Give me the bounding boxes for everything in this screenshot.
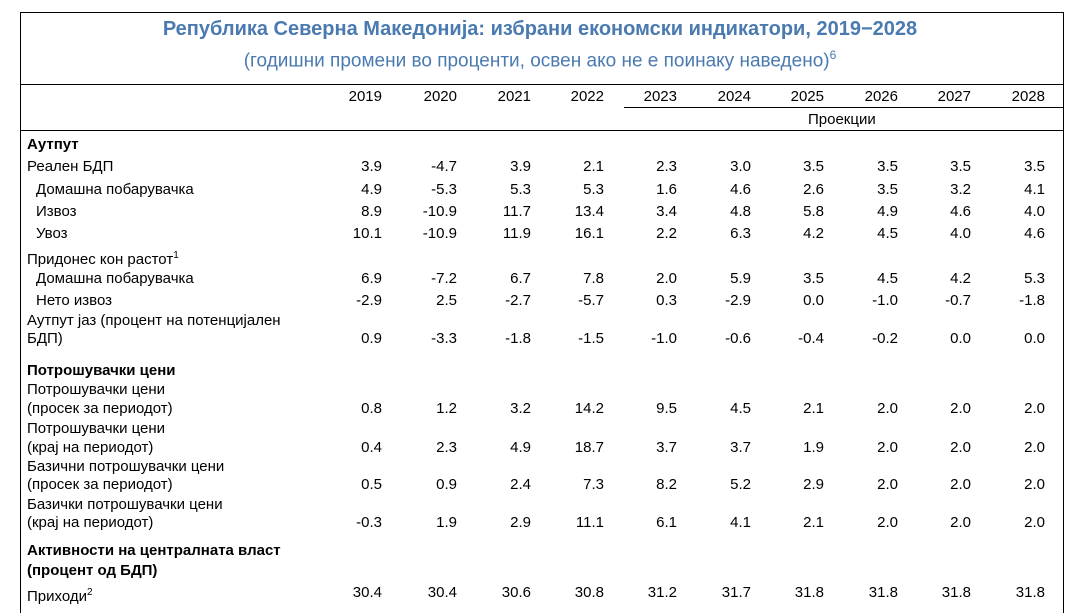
- row-label-text: Нето извоз: [36, 292, 112, 309]
- table-cell: 2.9: [510, 514, 531, 531]
- section-prices: Потрошувачки цени: [27, 362, 176, 379]
- table-cell: -3.3: [431, 330, 457, 347]
- table-cell: 2.1: [583, 158, 604, 175]
- row-label-text: Реален БДП: [27, 158, 114, 175]
- year-header-2026: 2026: [864, 88, 898, 105]
- row-label-text: Приходи: [27, 588, 87, 605]
- year-header-2025: 2025: [790, 88, 824, 105]
- table-cell: 1.9: [803, 439, 824, 456]
- table-cell: 0.0: [1024, 330, 1045, 347]
- row-label: [27, 381, 165, 399]
- table-cell: 11.1: [575, 514, 604, 531]
- table-cell: 3.4: [656, 203, 677, 220]
- table-cell: 4.5: [877, 270, 898, 287]
- row-label-line2: (крај на периодот): [27, 439, 154, 456]
- table-cell: -10.9: [422, 203, 457, 220]
- table-cell: -1.5: [578, 330, 604, 347]
- table-cell: -1.0: [872, 292, 898, 309]
- row-label: [36, 225, 68, 243]
- table-cell: -2.7: [505, 292, 531, 309]
- table-cell: 2.3: [656, 158, 677, 175]
- table-cell: 4.5: [730, 400, 751, 417]
- table-cell: -0.3: [356, 514, 382, 531]
- projections-label: Проекции: [808, 111, 876, 128]
- table-cell: 5.3: [583, 181, 604, 198]
- table-cell: 4.5: [877, 225, 898, 242]
- row-footnote: 1: [173, 250, 179, 261]
- table-cell: 2.0: [877, 400, 898, 417]
- table-cell: -10.9: [422, 225, 457, 242]
- year-header-2027: 2027: [937, 88, 971, 105]
- table-cell-partial: 31.2: [647, 584, 677, 601]
- row-label-text: Увоз: [36, 225, 68, 242]
- table-cell: 4.6: [730, 181, 751, 198]
- table-cell: 3.5: [1024, 158, 1045, 175]
- year-header-2021: 2021: [497, 88, 531, 105]
- table-cell: 2.0: [877, 439, 898, 456]
- row-label-text: Домашна побарувачка: [36, 270, 194, 287]
- table-cell: 2.2: [656, 225, 677, 242]
- table-cell: 2.4: [510, 476, 531, 493]
- table-cell: 14.2: [574, 400, 604, 417]
- row-label: [36, 292, 112, 310]
- table-cell: 4.9: [361, 181, 382, 198]
- row-label-line2: (крај на периодот): [27, 514, 154, 531]
- table-cell: 3.5: [877, 158, 898, 175]
- table-cell: -5.7: [578, 292, 604, 309]
- row-label: [36, 181, 194, 199]
- table-cell: -5.3: [431, 181, 457, 198]
- row-label: [27, 247, 179, 269]
- table-cell: 3.5: [803, 158, 824, 175]
- table-cell: 10.1: [352, 225, 382, 242]
- year-header-2022: 2022: [570, 88, 604, 105]
- table-cell: -0.6: [725, 330, 751, 347]
- table-cell: 3.9: [361, 158, 382, 175]
- table-cell: 3.5: [950, 158, 971, 175]
- row-label: [27, 158, 113, 176]
- row-label-text: Потрошувачки цени: [27, 420, 166, 437]
- table-cell: 4.0: [950, 225, 971, 242]
- table-cell: 0.5: [361, 476, 382, 493]
- table-cell: 6.7: [510, 270, 531, 287]
- table-cell: 1.9: [436, 514, 457, 531]
- year-header-2028: 2028: [1011, 88, 1045, 105]
- table-cell: 2.0: [950, 476, 971, 493]
- table-cell: 0.4: [361, 439, 382, 456]
- table-cell: 2.3: [436, 439, 457, 456]
- table-cell-partial: 31.7: [721, 584, 751, 601]
- table-cell: -1.8: [505, 330, 531, 347]
- table-cell: -1.0: [651, 330, 677, 347]
- rule-projections: [624, 107, 1063, 108]
- section-gov: Активности на централната власт: [27, 542, 281, 559]
- table-cell: 0.8: [361, 400, 382, 417]
- table-cell: 2.6: [803, 181, 824, 198]
- row-label: [36, 203, 77, 221]
- table-cell: -7.2: [431, 270, 457, 287]
- table-cell: 8.2: [656, 476, 677, 493]
- table-cell: 0.0: [950, 330, 971, 347]
- table-cell: -2.9: [725, 292, 751, 309]
- row-label: [27, 420, 165, 438]
- table-cell: 2.1: [803, 514, 824, 531]
- row-label-text: Потрошувачки цени: [27, 381, 166, 398]
- row-label-text: Придонес кон растот: [27, 251, 174, 268]
- table-cell: 4.9: [510, 439, 531, 456]
- table-cell: -4.7: [431, 158, 457, 175]
- table-cell: 8.9: [361, 203, 382, 220]
- table-cell: 4.2: [803, 225, 824, 242]
- table-cell: -1.8: [1019, 292, 1045, 309]
- table-cell: 5.3: [510, 181, 531, 198]
- table-cell-partial: 31.8: [941, 584, 971, 601]
- table-cell: 0.0: [803, 292, 824, 309]
- table-cell: 1.2: [436, 400, 457, 417]
- table-cell: 4.0: [1024, 203, 1045, 220]
- table-cell-partial: 30.8: [574, 584, 604, 601]
- table-cell: 16.1: [574, 225, 604, 242]
- row-label-text: Базични потрошувачки цени: [27, 458, 225, 475]
- table-cell: 3.7: [730, 439, 751, 456]
- table-cell-partial: 30.6: [501, 584, 531, 601]
- table-cell: 2.0: [950, 400, 971, 417]
- table-cell: 18.7: [574, 439, 604, 456]
- year-header-2020: 2020: [423, 88, 457, 105]
- table-cell-partial: 31.8: [868, 584, 898, 601]
- table-cell: 5.3: [1024, 270, 1045, 287]
- table-title: Република Северна Македонија: избрани економски индикатори, 2019−2028: [162, 18, 918, 40]
- table-cell: 2.0: [656, 270, 677, 287]
- year-header-2024: 2024: [717, 88, 751, 105]
- table-cell: 6.1: [656, 514, 677, 531]
- table-subtitle: [0, 48, 1080, 72]
- row-label-text: Домашна побарувачка: [36, 181, 194, 198]
- table-cell: 4.1: [730, 514, 751, 531]
- table-cell: 4.2: [950, 270, 971, 287]
- table-cell: 2.0: [877, 514, 898, 531]
- table-cell: 0.3: [656, 292, 677, 309]
- row-label-line2: (просек за периодот): [27, 400, 173, 417]
- table-cell: 3.0: [730, 158, 751, 175]
- section-gov-unit: (процент од БДП): [27, 562, 158, 579]
- table-cell: -0.2: [872, 330, 898, 347]
- subtitle-text: (годишни промени во проценти, освен ако не е поинаку наведено): [243, 50, 830, 72]
- table-cell: 3.7: [656, 439, 677, 456]
- row-label: [27, 496, 223, 514]
- table-cell: 2.0: [1024, 439, 1045, 456]
- row-label-text: Аутпут јаз (процент на потенцијален: [27, 312, 281, 329]
- table-cell: 6.3: [730, 225, 751, 242]
- table-cell: 9.5: [656, 400, 677, 417]
- row-label-line2: БДП): [27, 330, 63, 347]
- row-label-line2: (просек за периодот): [27, 476, 173, 493]
- table-cell: 5.9: [730, 270, 751, 287]
- table-cell: 2.5: [436, 292, 457, 309]
- subtitle-footnote: 6: [829, 48, 837, 62]
- table-cell: 5.2: [730, 476, 751, 493]
- table-cell: 7.8: [583, 270, 604, 287]
- table-cell: 0.9: [361, 330, 382, 347]
- section-output: Аутпут: [27, 136, 79, 153]
- table-cell: 1.6: [656, 181, 677, 198]
- table-cell: 4.6: [1024, 225, 1045, 242]
- row-label-text: Извоз: [36, 203, 77, 220]
- table-cell: 4.8: [730, 203, 751, 220]
- table-cell: 2.0: [1024, 400, 1045, 417]
- table-cell-partial: 30.4: [427, 584, 457, 601]
- row-label: [27, 458, 224, 476]
- rule-header-bottom: [20, 130, 1063, 131]
- table-cell: -0.7: [945, 292, 971, 309]
- table-cell: 11.9: [502, 225, 531, 242]
- table-cell: -0.4: [798, 330, 824, 347]
- table-cell: 13.4: [574, 203, 604, 220]
- table-cell: 4.1: [1024, 181, 1045, 198]
- row-label: [27, 312, 281, 330]
- table-cell: 5.8: [803, 203, 824, 220]
- row-label-text: Базички потрошувачки цени: [27, 496, 223, 513]
- row-footnote: 2: [86, 587, 93, 598]
- row-label-partial: [27, 584, 93, 606]
- table-cell: 2.0: [877, 476, 898, 493]
- table-cell: 4.9: [877, 203, 898, 220]
- table-cell: 2.1: [803, 400, 824, 417]
- table-cell-partial: 31.8: [1015, 584, 1045, 601]
- year-header-2019: 2019: [348, 88, 382, 105]
- table-cell: 3.9: [510, 158, 531, 175]
- table-cell: 3.2: [510, 400, 531, 417]
- table-cell: -2.9: [356, 292, 382, 309]
- table-cell-partial: 31.8: [794, 584, 824, 601]
- table-cell-partial: 30.4: [352, 584, 382, 601]
- table-cell: 6.9: [361, 270, 382, 287]
- row-label: [36, 270, 194, 288]
- table-cell: 2.0: [1024, 476, 1045, 493]
- table-cell: 7.3: [583, 476, 604, 493]
- table-cell: 3.2: [950, 181, 971, 198]
- table-cell: 3.5: [803, 270, 824, 287]
- table-cell: 0.9: [436, 476, 457, 493]
- year-header-2023: 2023: [643, 88, 677, 105]
- table-cell: 2.0: [950, 514, 971, 531]
- rule-top-header: [20, 84, 1063, 85]
- table-cell: 4.6: [950, 203, 971, 220]
- table-cell: 2.9: [803, 476, 824, 493]
- table-cell: 11.7: [502, 203, 531, 220]
- table-cell: 2.0: [1024, 514, 1045, 531]
- table-cell: 2.0: [950, 439, 971, 456]
- table-cell: 3.5: [877, 181, 898, 198]
